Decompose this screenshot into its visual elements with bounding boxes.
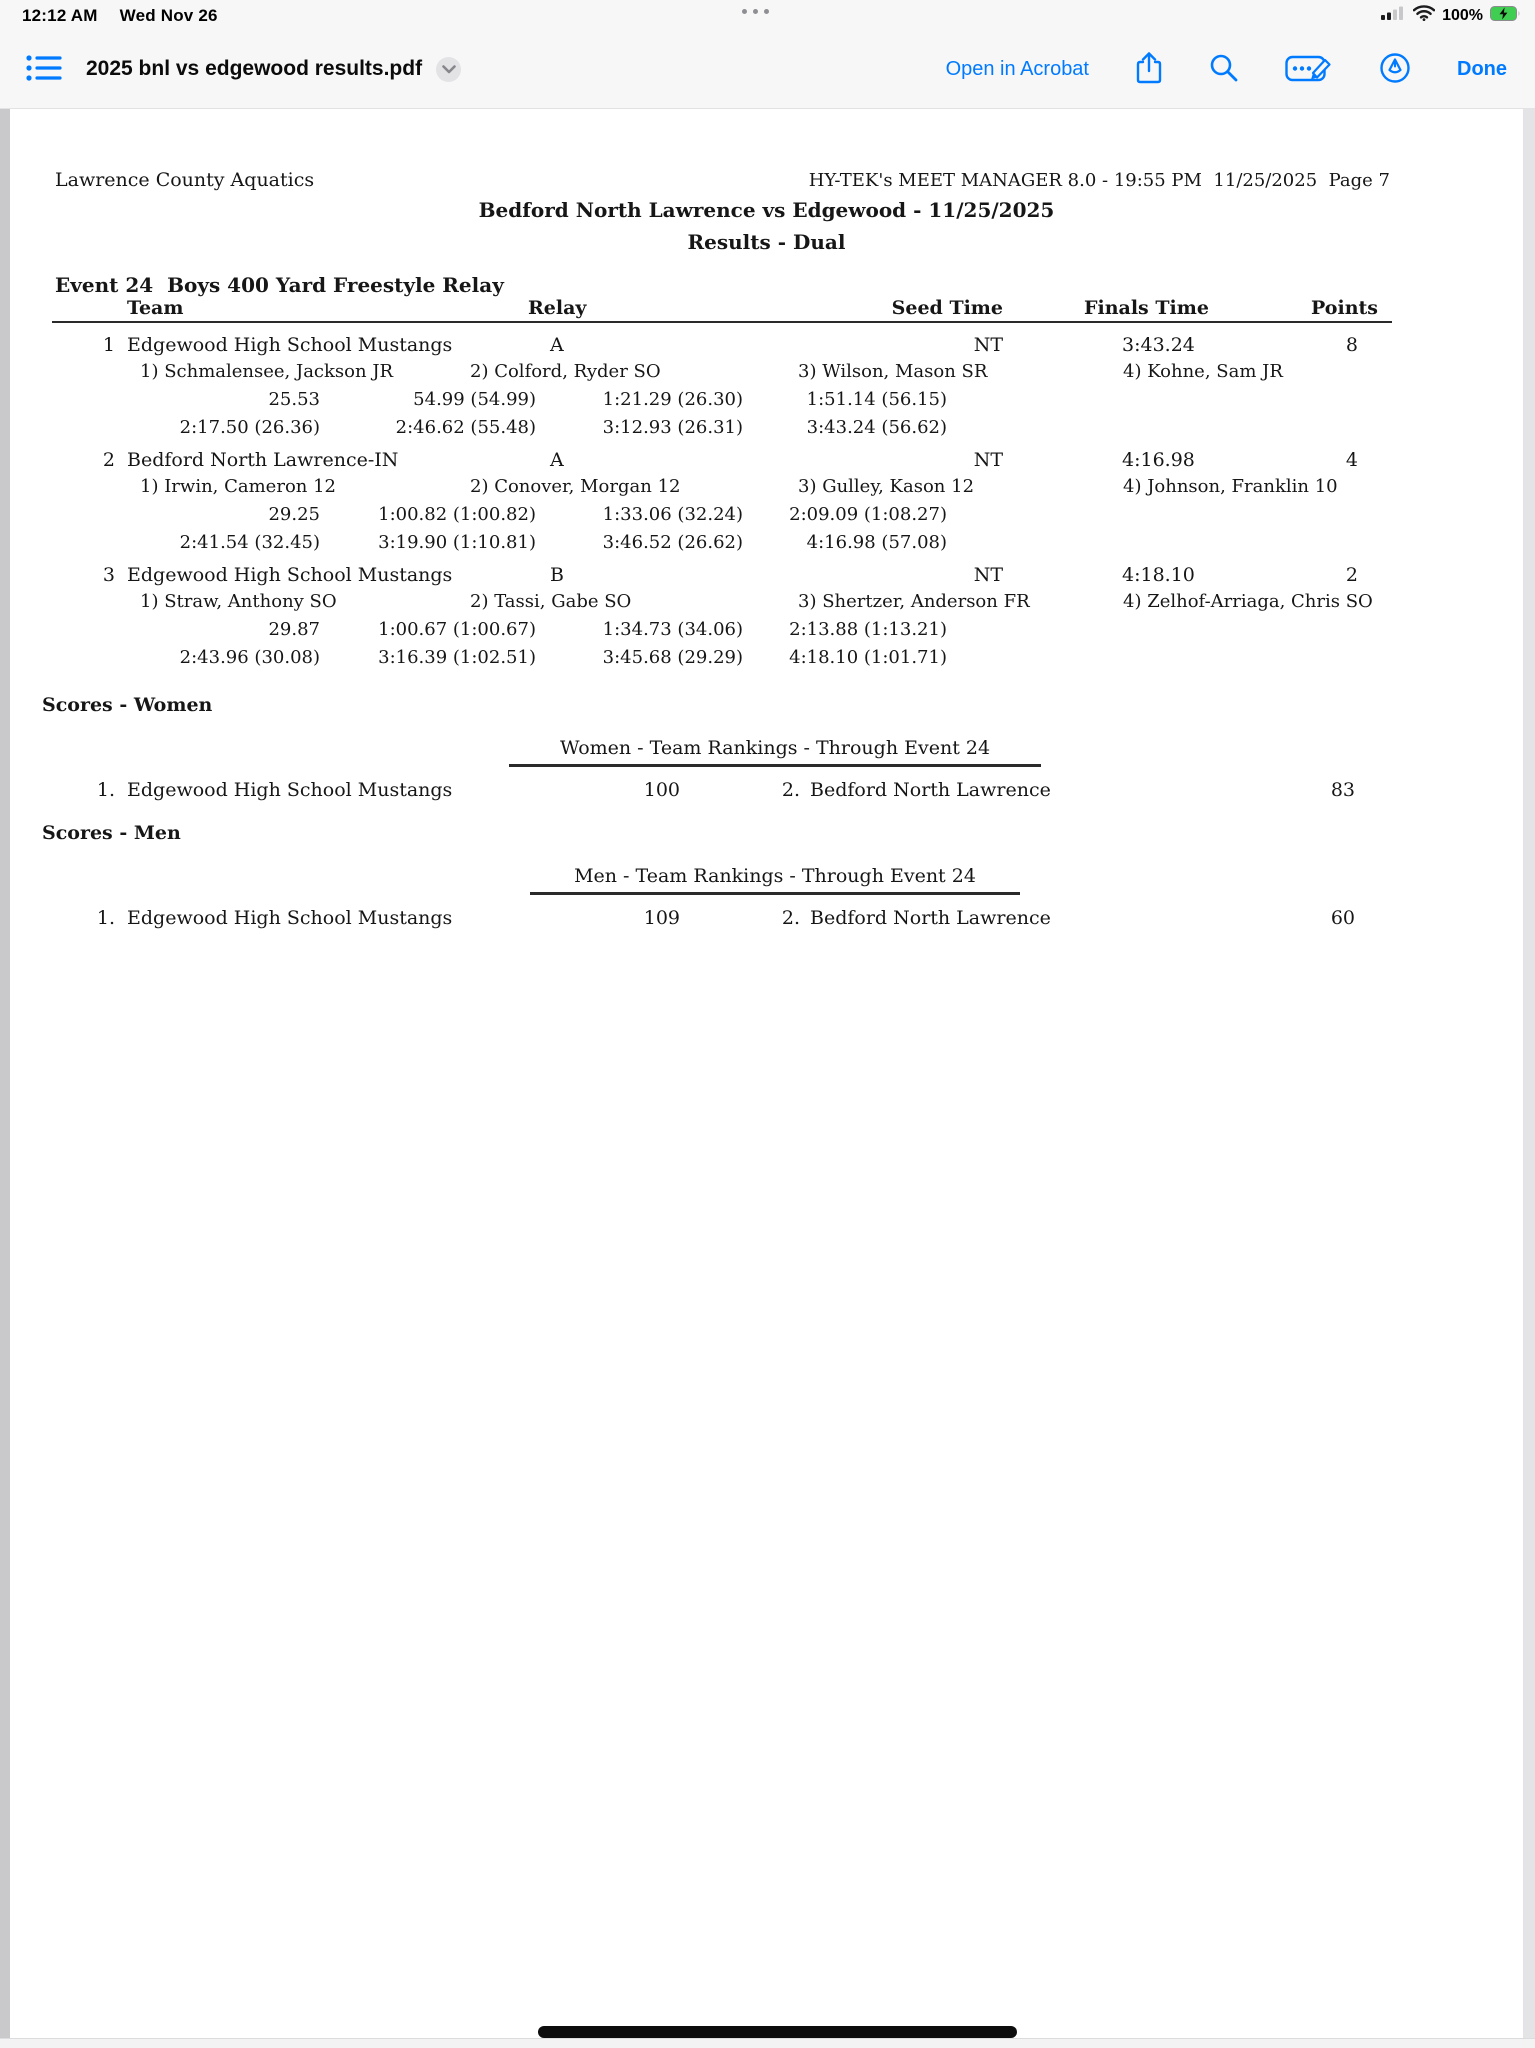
split: 2:41.54 (32.45) [179,532,320,553]
relay-letter: A [550,334,564,356]
rank: 2. [781,779,800,801]
swimmer-1: 1) Schmalensee, Jackson JR [140,361,394,382]
top-chrome [0,0,1535,109]
seed-time: NT [973,564,1003,586]
status-bar [0,0,1535,30]
document-title: 2025 bnl vs edgewood results.pdf [86,57,423,80]
open-in-acrobat-button[interactable] [946,58,1089,81]
men-rankings-rule [530,892,1020,895]
pencil-tip-circle-icon [1379,52,1411,87]
share-icon [1135,51,1163,88]
document-title-menu[interactable] [86,57,461,82]
team-name: Edgewood High School Mustangs [127,779,453,801]
place: 1 [102,334,115,356]
split: 3:45.68 (29.29) [602,647,743,668]
relay-result-row [10,334,1523,449]
split: 3:19.90 (1:10.81) [378,532,536,553]
split: 25.53 [268,389,320,410]
col-header-points: Points [1311,297,1378,319]
split: 3:16.39 (1:02.51) [378,647,536,668]
results-subtitle: Results - Dual [687,230,846,254]
split: 2:43.96 (30.08) [179,647,320,668]
list-bullet-icon [26,54,62,85]
split: 2:46.62 (55.48) [395,417,536,438]
table-rule [52,321,1392,323]
split: 3:43.24 (56.62) [806,417,947,438]
split: 1:21.29 (26.30) [602,389,743,410]
swimmer-2: 2) Conover, Morgan 12 [470,476,681,497]
swimmer-3: 3) Shertzer, Anderson FR [798,591,1030,612]
points: 8 [1345,334,1358,356]
men-rankings-title: Men - Team Rankings - Through Event 24 [574,865,976,887]
report-meta: HY-TEK's MEET MANAGER 8.0 - 19:55 PM 11/25/2025 Page 7 [808,170,1390,191]
seed-time: NT [973,334,1003,356]
page-left-edge [0,109,10,2039]
split: 29.25 [268,504,320,525]
score: 109 [643,907,680,929]
table-of-contents-button[interactable] [26,54,62,85]
team-name: Bedford North Lawrence-IN [127,449,399,471]
rank: 1. [96,779,115,801]
rank: 2. [781,907,800,929]
split: 2:17.50 (26.36) [179,417,320,438]
pdf-page[interactable] [10,109,1523,2039]
split: 3:12.93 (26.31) [602,417,743,438]
team-name: Edgewood High School Mustangs [127,907,453,929]
relay-result-row [10,449,1523,564]
bottom-strip [0,2038,1535,2048]
swimmer-3: 3) Gulley, Kason 12 [798,476,975,497]
split: 2:09.09 (1:08.27) [789,504,947,525]
battery-charging-icon [1490,6,1521,26]
done-label: Done [1457,57,1507,80]
date-text: Wed Nov 26 [119,6,218,25]
pdf-viewer-toolbar [0,30,1535,108]
women-rankings-title: Women - Team Rankings - Through Event 24 [559,737,991,759]
seed-time: NT [973,449,1003,471]
split: 4:18.10 (1:01.71) [789,647,947,668]
team-name: Edgewood High School Mustangs [127,564,453,586]
split: 1:33.06 (32.24) [602,504,743,525]
swimmer-2: 2) Tassi, Gabe SO [470,591,632,612]
split: 1:51.14 (56.15) [806,389,947,410]
chevron-down-icon [436,57,461,82]
score: 60 [1330,907,1355,929]
home-indicator[interactable] [538,2026,1017,2038]
page-right-edge [1523,109,1535,2039]
done-button[interactable] [1457,58,1507,81]
open-in-acrobat-label: Open in Acrobat [945,57,1089,80]
share-button[interactable] [1135,51,1163,88]
relay-result-row [10,564,1523,679]
finals-time: 3:43.24 [1122,334,1195,356]
relay-letter: A [550,449,564,471]
scores-women-heading: Scores - Women [42,694,213,716]
score: 83 [1330,779,1355,801]
markup-button[interactable] [1285,52,1333,87]
score: 100 [643,779,680,801]
status-left [22,6,218,26]
markup-icon [1285,52,1333,87]
finals-time: 4:16.98 [1122,449,1195,471]
split: 1:34.73 (34.06) [602,619,743,640]
swimmer-2: 2) Colford, Ryder SO [470,361,661,382]
points: 2 [1345,564,1358,586]
split: 3:46.52 (26.62) [602,532,743,553]
team-name: Edgewood High School Mustangs [127,334,453,356]
swimmer-3: 3) Wilson, Mason SR [798,361,988,382]
swimmer-1: 1) Irwin, Cameron 12 [140,476,336,497]
multitasking-dots-icon[interactable] [742,9,769,14]
cellular-signal-icon [1381,5,1406,26]
wifi-icon [1413,5,1435,26]
place: 2 [102,449,115,471]
swimmer-1: 1) Straw, Anthony SO [140,591,337,612]
swimmer-4: 4) Zelhof-Arriaga, Chris SO [1123,591,1373,612]
team-name: Bedford North Lawrence [810,907,1051,929]
split: 29.87 [268,619,320,640]
clock-text: 12:12 AM [22,6,98,25]
relay-letter: B [550,564,564,586]
place: 3 [102,564,115,586]
split: 1:00.82 (1:00.82) [378,504,536,525]
women-rankings-rule [509,764,1041,767]
split: 4:16.98 (57.08) [806,532,947,553]
search-button[interactable] [1209,53,1239,86]
scores-men-heading: Scores - Men [42,822,181,844]
report-org: Lawrence County Aquatics [55,169,315,191]
swimmer-4: 4) Johnson, Franklin 10 [1123,476,1338,497]
col-header-team: Team [127,297,184,319]
pencil-tip-tools-button[interactable] [1379,52,1411,87]
col-header-finals-time: Finals Time [1084,297,1209,319]
split: 2:13.88 (1:13.21) [789,619,947,640]
battery-percent: 100% [1442,6,1483,24]
split: 54.99 (54.99) [413,389,536,410]
finals-time: 4:18.10 [1122,564,1195,586]
swimmer-4: 4) Kohne, Sam JR [1123,361,1283,382]
status-right [1381,5,1521,26]
rank: 1. [96,907,115,929]
split: 1:00.67 (1:00.67) [378,619,536,640]
team-name: Bedford North Lawrence [810,779,1051,801]
col-header-relay: Relay [528,297,587,319]
meet-title: Bedford North Lawrence vs Edgewood - 11/25/2025 [478,198,1055,222]
col-header-seed-time: Seed Time [891,297,1003,319]
search-icon [1209,53,1239,86]
points: 4 [1345,449,1358,471]
event-title: Event 24 Boys 400 Yard Freestyle Relay [55,273,504,297]
